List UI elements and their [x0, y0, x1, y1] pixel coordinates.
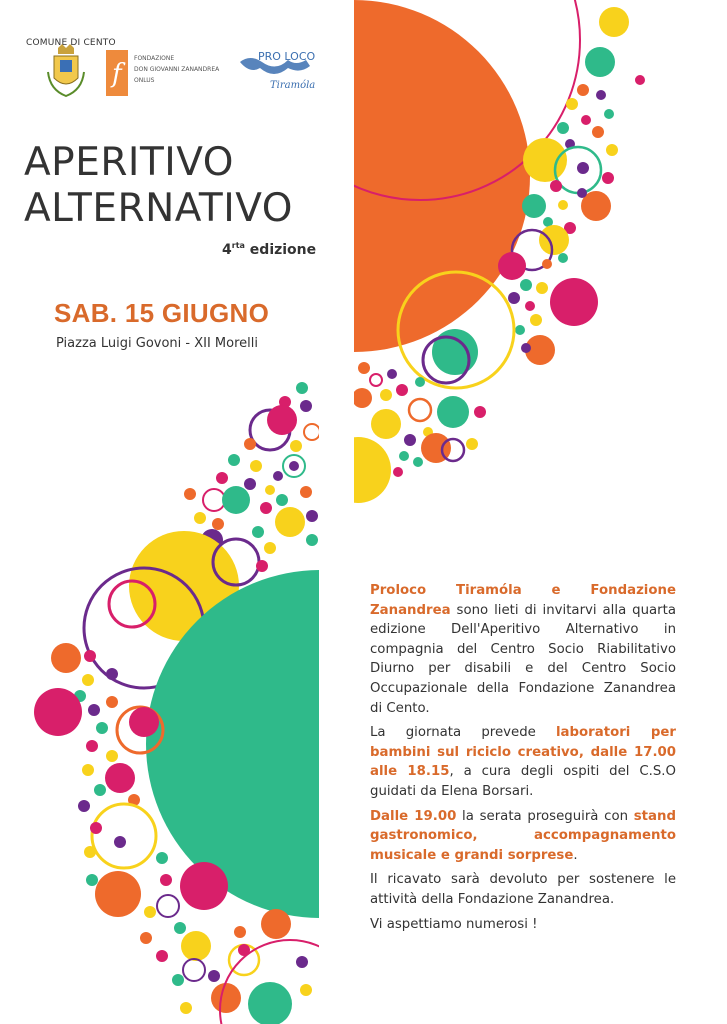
- paragraph-1-text: sono lieti di invitarvi alla quarta edizione Dell'Aperitivo Alternativo in compagnia del Centro Socio Riabilitativo Diurno per disabili e del Centro Socio Occupazionale della Fondazione Zanandrea di Cento.: [370, 602, 676, 716]
- proloco-logo: [240, 50, 316, 91]
- paragraph-3: [370, 807, 676, 866]
- paragraph-2-text-b: , a cura degli ospiti del C.S.O guidati da Elena Borsari.: [370, 764, 676, 799]
- title-line-1: APERITIVO: [24, 140, 234, 185]
- evening-highlight: stand gastronomico, accompagnamento musicale e grandi sorprese: [370, 808, 676, 863]
- paragraph-3-end: .: [573, 847, 578, 863]
- sponsor-logos: [40, 44, 340, 104]
- comune-label: COMUNE DI CENTO: [26, 38, 116, 48]
- invitation-text: [370, 581, 676, 939]
- paragraph-4: Il ricavato sarà devoluto per sostenere le attività della Fondazione Zanandrea.: [370, 872, 676, 907]
- fondazione-logo: [106, 50, 220, 96]
- workshop-highlight: laboratori per bambini sul riciclo creativo, dalle 17.00 alle 18.15: [370, 725, 676, 780]
- event-date: SAB. 15 GIUGNO: [54, 298, 270, 328]
- time-highlight: Dalle 19.00: [370, 808, 457, 824]
- page-title: [24, 140, 293, 232]
- event-place: Piazza Luigi Govoni - XII Morelli: [56, 336, 258, 351]
- paragraph-2-text-a: La giornata prevede: [370, 725, 556, 741]
- edition-number: 4: [222, 242, 232, 258]
- fondazione-line-3: ONLUS: [134, 77, 155, 84]
- organizers-highlight: Proloco Tiramóla e Fondazione Zanandrea: [370, 583, 676, 618]
- edition-suffix: rta: [231, 241, 245, 250]
- fondazione-line-1: FONDAZIONE: [134, 55, 175, 62]
- proloco-text: PRO LOCO: [258, 50, 316, 63]
- paragraph-1: [370, 581, 676, 718]
- paragraph-2: [370, 723, 676, 801]
- comune-coat-of-arms-icon: [48, 44, 84, 96]
- tiramola-text: Tiramóla: [270, 80, 316, 91]
- title-line-2: ALTERNATIVO: [24, 186, 293, 231]
- edition-word: edizione: [244, 242, 317, 258]
- edition-label: [222, 241, 316, 258]
- paragraph-3-text: la serata proseguirà con: [456, 808, 634, 824]
- svg-text:f: f: [112, 59, 122, 89]
- fondazione-line-2: DON GIOVANNI ZANANDREA: [134, 66, 220, 73]
- paragraph-5: Vi aspettiamo numerosi !: [370, 916, 538, 932]
